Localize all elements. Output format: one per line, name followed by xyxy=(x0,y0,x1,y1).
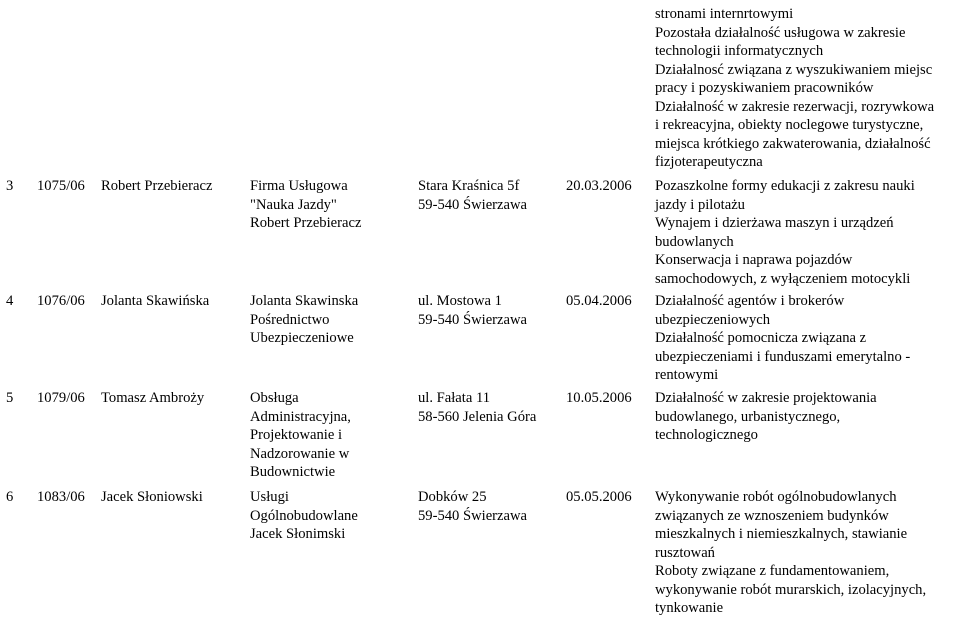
row-activity xyxy=(655,177,915,288)
activity-line: stronami internrtowymi xyxy=(655,6,794,22)
firm-line: Firma Usługowa xyxy=(250,178,348,194)
firm-line: Robert Przebieracz xyxy=(250,215,362,231)
activity-line: i rekreacyjna, obiekty noclegowe turystyczne, xyxy=(655,117,924,133)
firm-line: Projektowanie i xyxy=(250,427,343,443)
activity-line: Działalność w zakresie rezerwacji, rozrywkowa xyxy=(655,98,935,115)
activity-line: technologii informatycznych xyxy=(655,43,824,59)
row-firm xyxy=(250,292,358,348)
address-line: ul. Mostowa 1 xyxy=(418,293,502,309)
firm-line: Ubezpieczeniowe xyxy=(250,330,354,346)
activity-line: Wykonywanie robót ogólnobudowlanych xyxy=(655,489,897,505)
row-owner: Robert Przebieracz xyxy=(101,178,213,194)
address-line: Stara Kraśnica 5f xyxy=(418,178,520,194)
firm-line: Administracyjna, xyxy=(250,408,351,425)
activity-line: budowlanych xyxy=(655,233,734,250)
row-owner: Tomasz Ambroży xyxy=(101,390,205,406)
address-line: 59-540 Świerzawa xyxy=(418,311,528,328)
row-owner: Jolanta Skawińska xyxy=(101,293,210,309)
activity-line: miejsca krótkiego zakwaterowania, działalność xyxy=(655,135,931,152)
row-firm xyxy=(250,177,361,233)
activity-line: ubezpieczeniowych xyxy=(655,311,771,328)
activity-line: Działalność agentów i brokerów xyxy=(655,293,845,309)
row-address xyxy=(418,292,527,329)
activity-line: Działalnosć związana z wyszukiwaniem miejsc xyxy=(655,61,933,78)
activity-line: Konserwacja i naprawa pojazdów xyxy=(655,252,853,268)
activity-line: tynkowanie xyxy=(655,600,724,616)
address-line: Dobków 25 xyxy=(418,489,487,505)
activity-line: ubezpieczeniami i funduszami emerytalno - xyxy=(655,348,911,365)
firm-line: Jacek Słonimski xyxy=(250,526,346,542)
row-date: 20.03.2006 xyxy=(566,178,632,194)
activity-line: samochodowych, z wyłączeniem motocykli xyxy=(655,270,911,287)
row-date: 05.05.2006 xyxy=(566,489,632,505)
row-address xyxy=(418,177,527,214)
firm-line: Usługi xyxy=(250,489,289,505)
activity-line: jazdy i pilotażu xyxy=(655,196,745,213)
activity-line: technologicznego xyxy=(655,427,758,443)
row-address xyxy=(418,488,527,525)
row-owner: Jacek Słoniowski xyxy=(101,489,203,505)
activity-line: pracy i pozyskiwaniem pracowników xyxy=(655,80,874,96)
row-firm xyxy=(250,488,358,544)
firm-line: Ogólnobudowlane xyxy=(250,507,358,524)
row-number: 1076/06 xyxy=(37,293,85,309)
row-number: 1079/06 xyxy=(37,390,85,406)
activity-line: rusztowań xyxy=(655,544,715,561)
row-activity xyxy=(655,292,910,385)
address-line: 58-560 Jelenia Góra xyxy=(418,408,537,425)
activity-line: mieszkalnych i niemieszkalnych, stawianie xyxy=(655,526,908,542)
activity-line: rentowymi xyxy=(655,367,719,383)
row-firm xyxy=(250,389,351,482)
activity-line: wykonywanie robót murarskich, izolacyjnych, xyxy=(655,581,927,598)
row-address xyxy=(418,389,536,426)
activity-line: Działalność w zakresie projektowania xyxy=(655,390,877,406)
firm-line: Nadzorowanie w xyxy=(250,445,350,462)
firm-line: Obsługa xyxy=(250,390,299,406)
activity-line: Wynajem i dzierżawa maszyn i urządzeń xyxy=(655,215,894,231)
row-activity xyxy=(655,488,926,618)
firm-line: Pośrednictwo xyxy=(250,311,330,328)
activity-line: Działalność pomocnicza związana z xyxy=(655,330,867,346)
firm-line: Jolanta Skawinska xyxy=(250,293,359,309)
activity-continuation xyxy=(655,5,934,172)
address-line: 59-540 Świerzawa xyxy=(418,196,528,213)
firm-line: Budownictwie xyxy=(250,464,336,480)
row-lp: 6 xyxy=(6,489,14,505)
row-lp: 4 xyxy=(6,293,14,309)
activity-line: Roboty związane z fundamentowaniem, xyxy=(655,563,890,579)
row-lp: 5 xyxy=(6,390,14,406)
firm-line: "Nauka Jazdy" xyxy=(250,196,337,213)
row-number: 1075/06 xyxy=(37,178,85,194)
address-line: ul. Fałata 11 xyxy=(418,390,491,406)
activity-line: fizjoterapeutyczna xyxy=(655,154,763,170)
row-lp: 3 xyxy=(6,178,14,194)
activity-line: Pozaszkolne formy edukacji z zakresu nauki xyxy=(655,178,915,194)
activity-line: Pozostała działalność usługowa w zakresie xyxy=(655,24,906,41)
activity-line: budowlanego, urbanistycznego, xyxy=(655,408,841,425)
activity-line: związanych ze wznoszeniem budynków xyxy=(655,507,889,524)
row-number: 1083/06 xyxy=(37,489,85,505)
row-date: 10.05.2006 xyxy=(566,390,632,406)
row-date: 05.04.2006 xyxy=(566,293,632,309)
row-activity xyxy=(655,389,877,445)
address-line: 59-540 Świerzawa xyxy=(418,507,528,524)
